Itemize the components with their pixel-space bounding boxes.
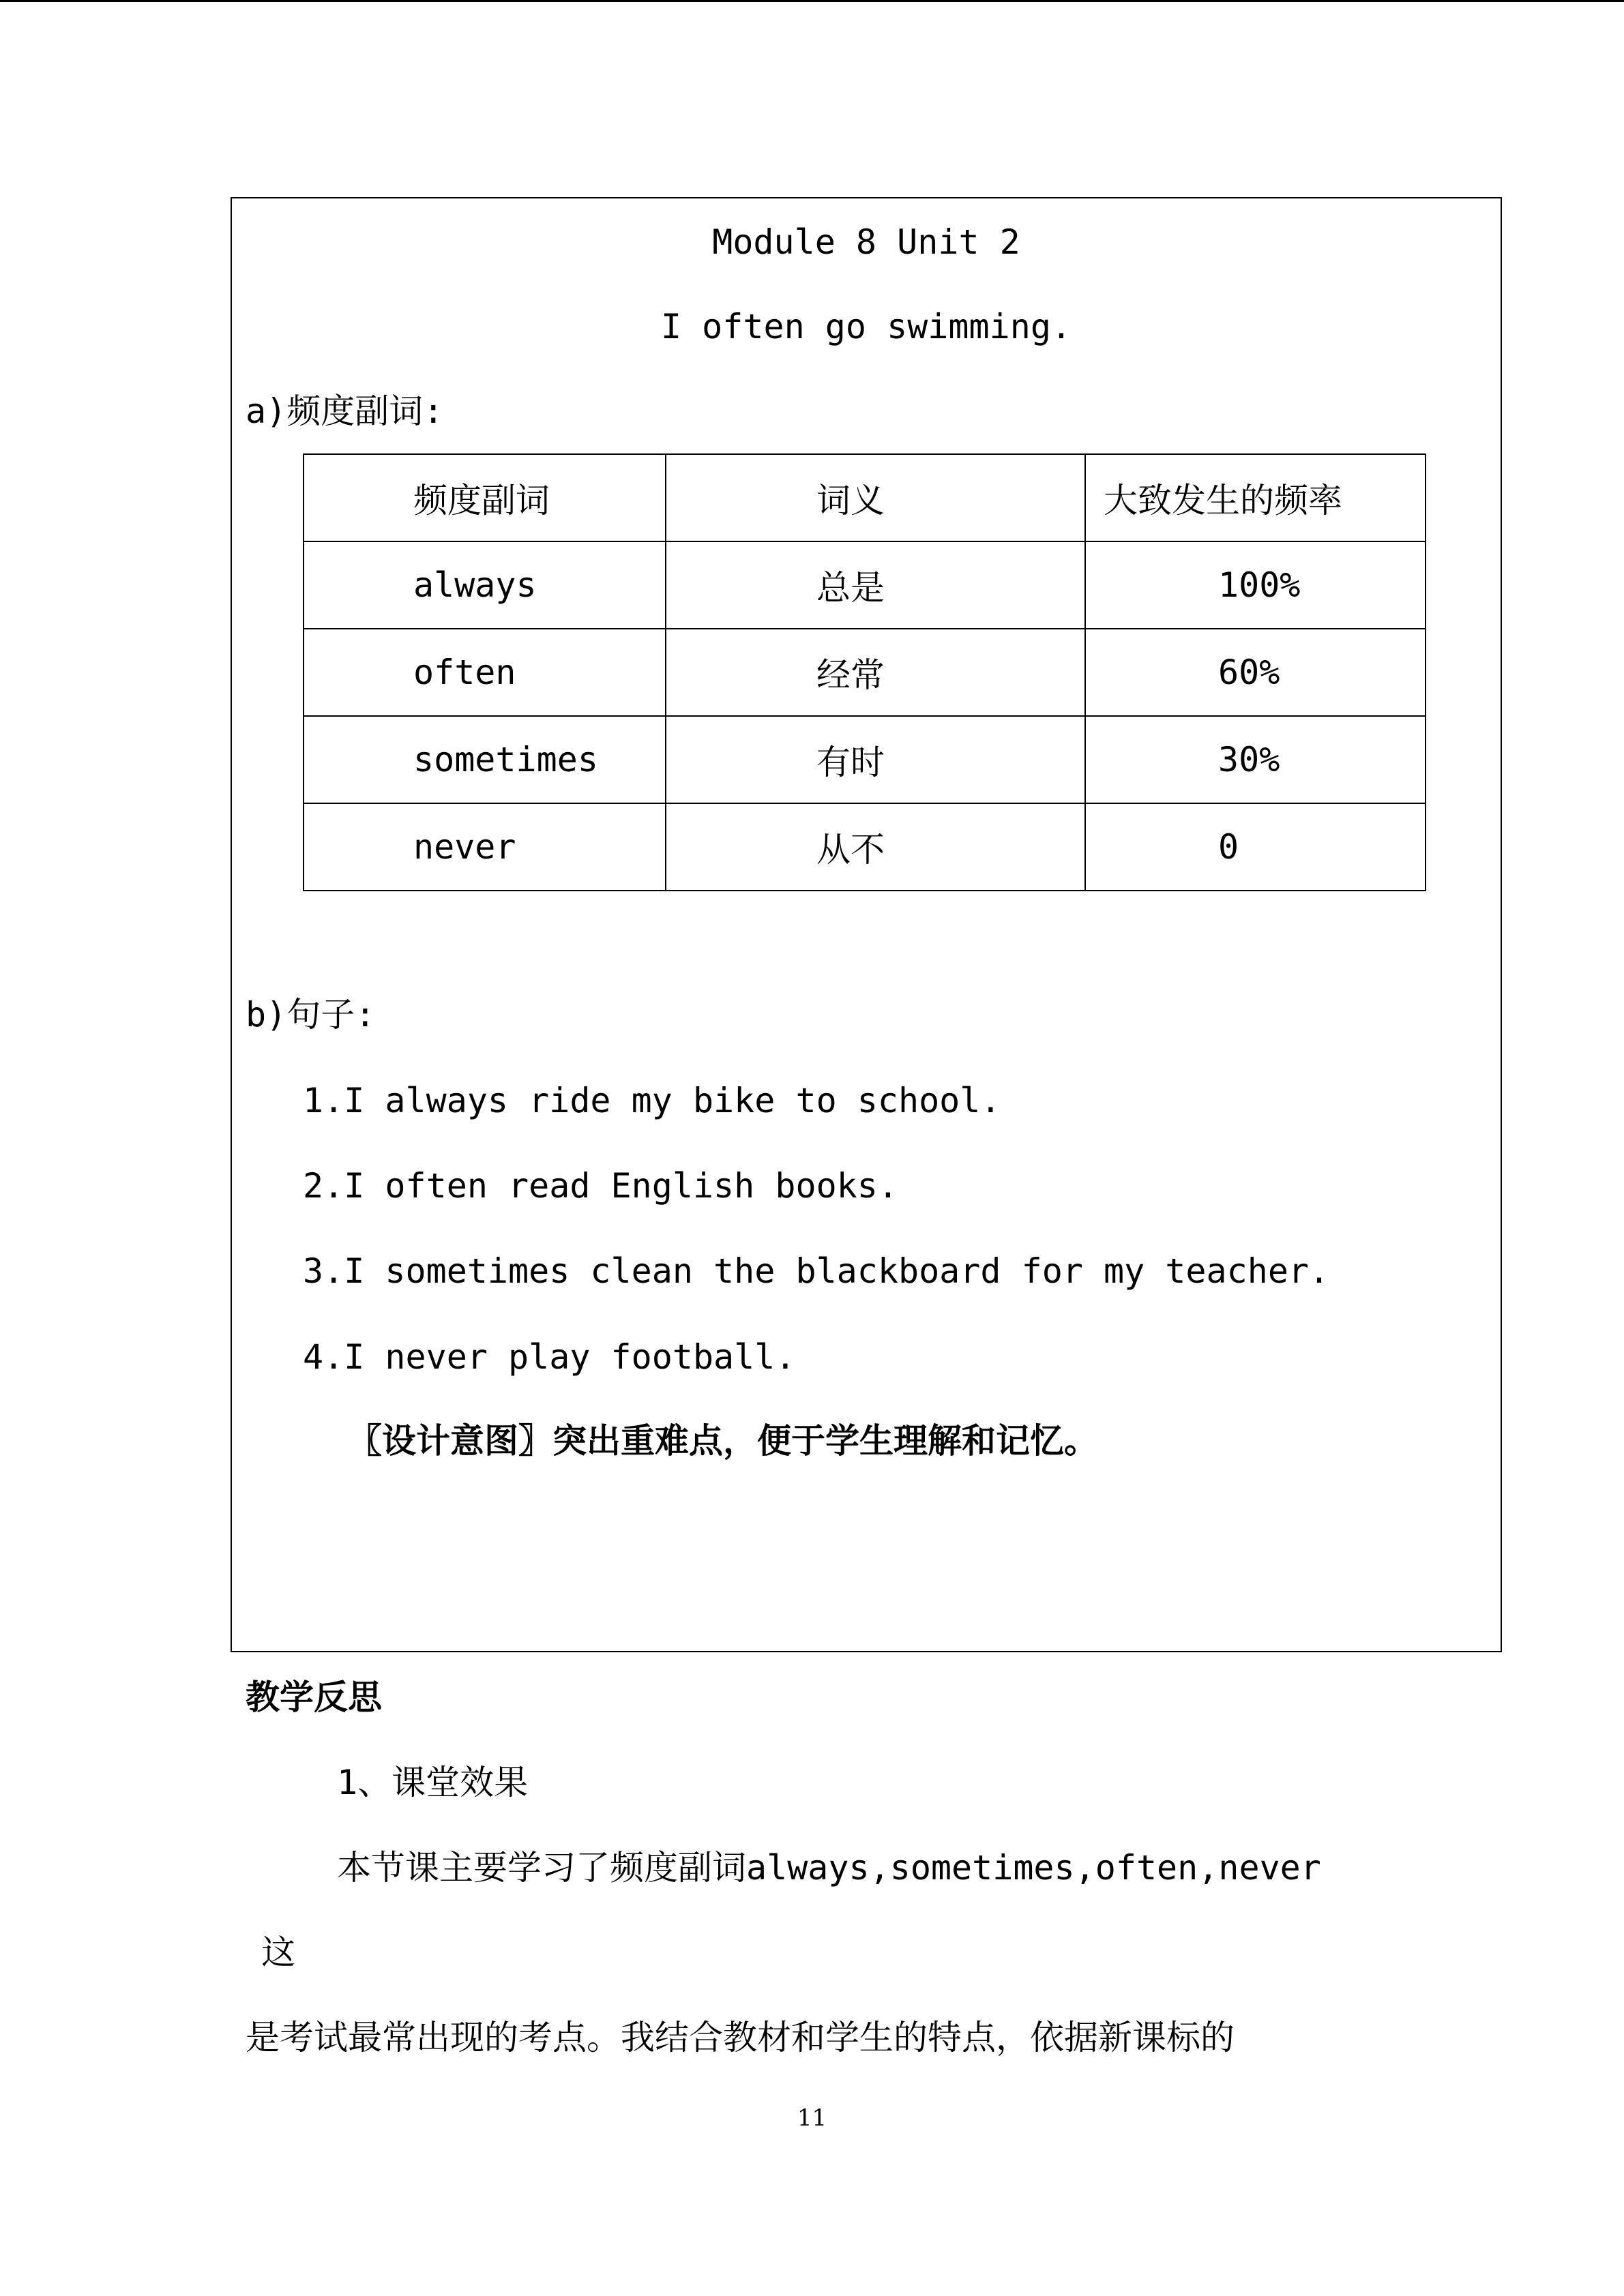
table-header-cell: 词义: [666, 454, 1085, 541]
section-a-label: a)频度副词:: [246, 391, 444, 431]
table-row: [304, 716, 1426, 803]
table-cell: always: [304, 541, 666, 629]
table-cell: sometimes: [304, 716, 666, 803]
table-cell: often: [304, 629, 666, 716]
reflection-paragraph-line: 是考试最常出现的考点。我结合教材和学生的特点，依据新课标的: [246, 2018, 1235, 2057]
lesson-title: I often go swimming.: [660, 307, 1072, 346]
table-cell: 0: [1085, 803, 1426, 891]
table-cell: never: [304, 803, 666, 891]
module-title: Module 8 Unit 2: [712, 222, 1020, 262]
table-cell: 100%: [1085, 541, 1426, 629]
design-intent-note: 〖设计意图〗突出重难点，便于学生理解和记忆。: [348, 1421, 1098, 1461]
table-cell: 总是: [666, 541, 1085, 629]
table-row: [304, 803, 1426, 891]
table-header-cell: 频度副词: [304, 454, 666, 541]
reflection-paragraph-line: 本节课主要学习了频度副词always,sometimes,often,never: [337, 1848, 1321, 1888]
reflection-heading: 教学反思: [246, 1678, 382, 1717]
table-cell: 30%: [1085, 716, 1426, 803]
example-sentence: 1.I always ride my bike to school.: [303, 1081, 1001, 1120]
table-row: [304, 541, 1426, 629]
page-number: 11: [797, 2104, 827, 2132]
section-b-label: b)句子:: [246, 995, 376, 1034]
table-cell: 从不: [666, 803, 1085, 891]
table-cell: 60%: [1085, 629, 1426, 716]
table-header-cell: 大致发生的频率: [1085, 454, 1426, 541]
table-cell: 有时: [666, 716, 1085, 803]
table-cell: 经常: [666, 629, 1085, 716]
table-row: [304, 629, 1426, 716]
frequency-adverb-table: [303, 453, 1426, 891]
table-header-row: [304, 454, 1426, 541]
example-sentence: 4.I never play football.: [303, 1337, 796, 1377]
reflection-paragraph-line: 这: [261, 1933, 295, 1972]
reflection-subheading: 1、课堂效果: [337, 1763, 529, 1802]
example-sentence: 2.I often read English books.: [303, 1166, 898, 1206]
example-sentence: 3.I sometimes clean the blackboard for my teacher.: [303, 1251, 1330, 1291]
top-border-line: [0, 0, 1624, 2]
